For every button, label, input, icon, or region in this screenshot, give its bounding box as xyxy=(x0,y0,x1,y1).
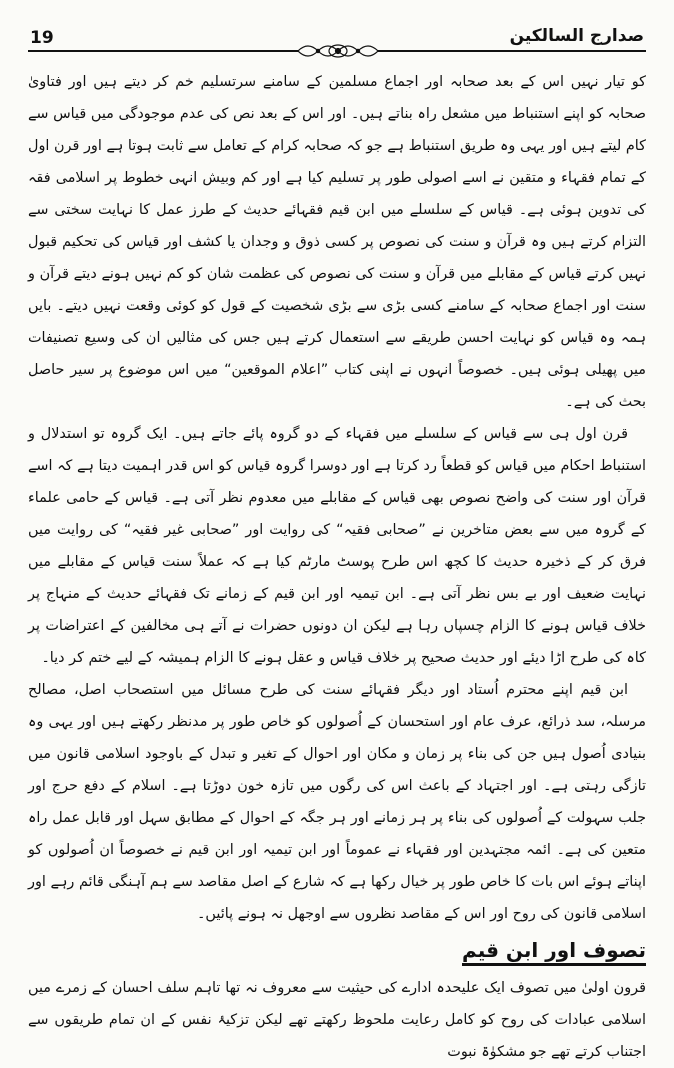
running-title: صدارج السالکین xyxy=(509,26,644,46)
section-heading-text: تصوف اور ابن قیم xyxy=(462,938,646,966)
page-header xyxy=(0,0,674,64)
paragraph-4: قرون اولیٰ میں تصوف ایک علیحدہ ادارے کی حیثیت سے معروف نہ تھا تاہم سلف احسان کے زمرے میں اسلامی عبادات کی روح کو کامل رعایت ملحوظ رکھتے تھے لیکن تزکیۂ نفس کے ان تمام طریقوں سے اجتناب کرتے تھے جو مشکوٰۃ نبوت xyxy=(28,980,646,1060)
page-number: 19 xyxy=(30,28,54,48)
header-rule-right xyxy=(378,50,646,52)
section-heading xyxy=(28,934,646,966)
paragraph-2: قرن اول ہی سے قیاس کے سلسلے میں فقہاء کے دو گروہ پائے جاتے ہیں۔ ایک گروہ تو استدلال و استنباط احکام میں قیاس کو قطعاً رد کرتا ہے اور دوسرا گروہ قیاس کو اس قدر اہمیت دیتا ہے کہ اسے قرآن اور سنت کی واضح نصوص بھی قیاس کے مقابلے میں معدوم نظر آتی ہے۔ قیاس کے حامی علماء کے گروہ میں سے بعض متاخرین نے ”صحابی فقیہ“ کی روایت اور ”صحابی غیر فقیہ“ کی روایت میں فرق کر کے ذخیرہ حدیث کا کچھ اس طرح پوسٹ مارٹم کیا ہے کہ عملاً سنت قیاس کے مقابلے میں نہایت ضعیف اور بے بس نظر آتی ہے۔ ابن تیمیہ اور ابن قیم کے زمانے تک فقہائے حدیث کے منہاج پر خلاف قیاس ہونے کا الزام چسپاں رہا ہے لیکن ان دونوں حضرات نے آتے ہی مخالفین کے اعتراضات پر کاہ کی طرح اڑا دیئے اور حدیث صحیح پر خلاف قیاس و عقل ہونے کا الزام ہمیشہ کے لیے ختم کر دیا۔ xyxy=(28,426,646,666)
paragraph-1: کو تیار نہیں اس کے بعد صحابہ اور اجماع مسلمین کے سامنے سرتسلیم خم کر دیتے ہیں اور فتاویٰ صحابہ کو اپنے استنباط میں مشعل راہ بناتے ہیں۔ اور اس کے بعد نص کی عدم موجودگی میں قیاس سے کام لیتے ہیں اور یہی وہ طریق استنباط ہے جو کہ صحابہ کرام کے تعامل سے ثابت ہوتا ہے اور قرن اول کے تمام فقہاء و متقین نے اسے اصولی طور پر تسلیم کیا ہے اور کم وبیش انہی خطوط پر اسلامی فقہ کی تدوین ہوئی ہے۔ قیاس کے سلسلے میں ابن قیم فقہائے حدیث کے طرز عمل کا نہایت سختی سے التزام کرتے ہیں وہ قرآن و سنت کی نصوص پر کسی ذوق و وجدان یا کشف اور قیاس کی تحکیم قبول نہیں کرتے قیاس کے مقابلے میں قرآن و سنت کی نصوص کی عظمت شان کو کم نہیں ہونے دیتے قرآن و سنت اور اجماع صحابہ کے سامنے کسی بڑی سے بڑی شخصیت کے قول کو کوئی وقعت نہیں دیتے۔ بایں ہمہ وہ قیاس کو نہایت احسن طریقے سے استعمال کرتے ہیں جس کی مثالیں ان کی وسیع تصنیفات میں پھیلی ہوئی ہیں۔ خصوصاً انہوں نے اپنی کتاب ”اعلام الموقعین“ میں اس موضوع پر سیر حاصل بحث کی ہے۔ xyxy=(28,74,646,410)
paragraph-3: ابن قیم اپنے محترم اُستاد اور دیگر فقہائے سنت کی طرح مسائل میں استصحاب اصل، مصالح مرسلہ، سد ذرائع، عرف عام اور استحسان کے اُصولوں کو خاص طور پر مدنظر رکھتے ہیں اور یہی وہ بنیادی اُصول ہیں جن کی بناء پر زمان و مکان اور احوال کے تغیر و تبدل کے باوجود اسلامی قانون میں تازگی رہتی ہے۔ اور اجتہاد کے باعث اس کی رگوں میں تازہ خون دوڑتا ہے۔ اسلام کے دفع حرج اور جلب سہولت کے اُصولوں کی بناء پر ہر زمانے اور ہر جگہ کے احوال کے مطابق سہل اور قابل عمل راہ متعین کی ہے۔ ائمہ مجتہدین اور فقہاء نے عموماً اور ابن تیمیہ اور ابن قیم نے خصوصاً ان اُصولوں کو اپناتے ہوئے اس بات کا خاص طور پر خیال رکھا ہے کہ شارع کے اصل مقاصد سے ہم آہنگی قائم رہے اور اسلامی قانون کی روح اور اس کے مقاصد نظروں سے اوجھل نہ ہونے پائیں۔ xyxy=(28,682,646,922)
page-body xyxy=(28,66,646,1068)
header-rule-left xyxy=(28,50,298,52)
header-ornament-icon xyxy=(298,36,378,66)
